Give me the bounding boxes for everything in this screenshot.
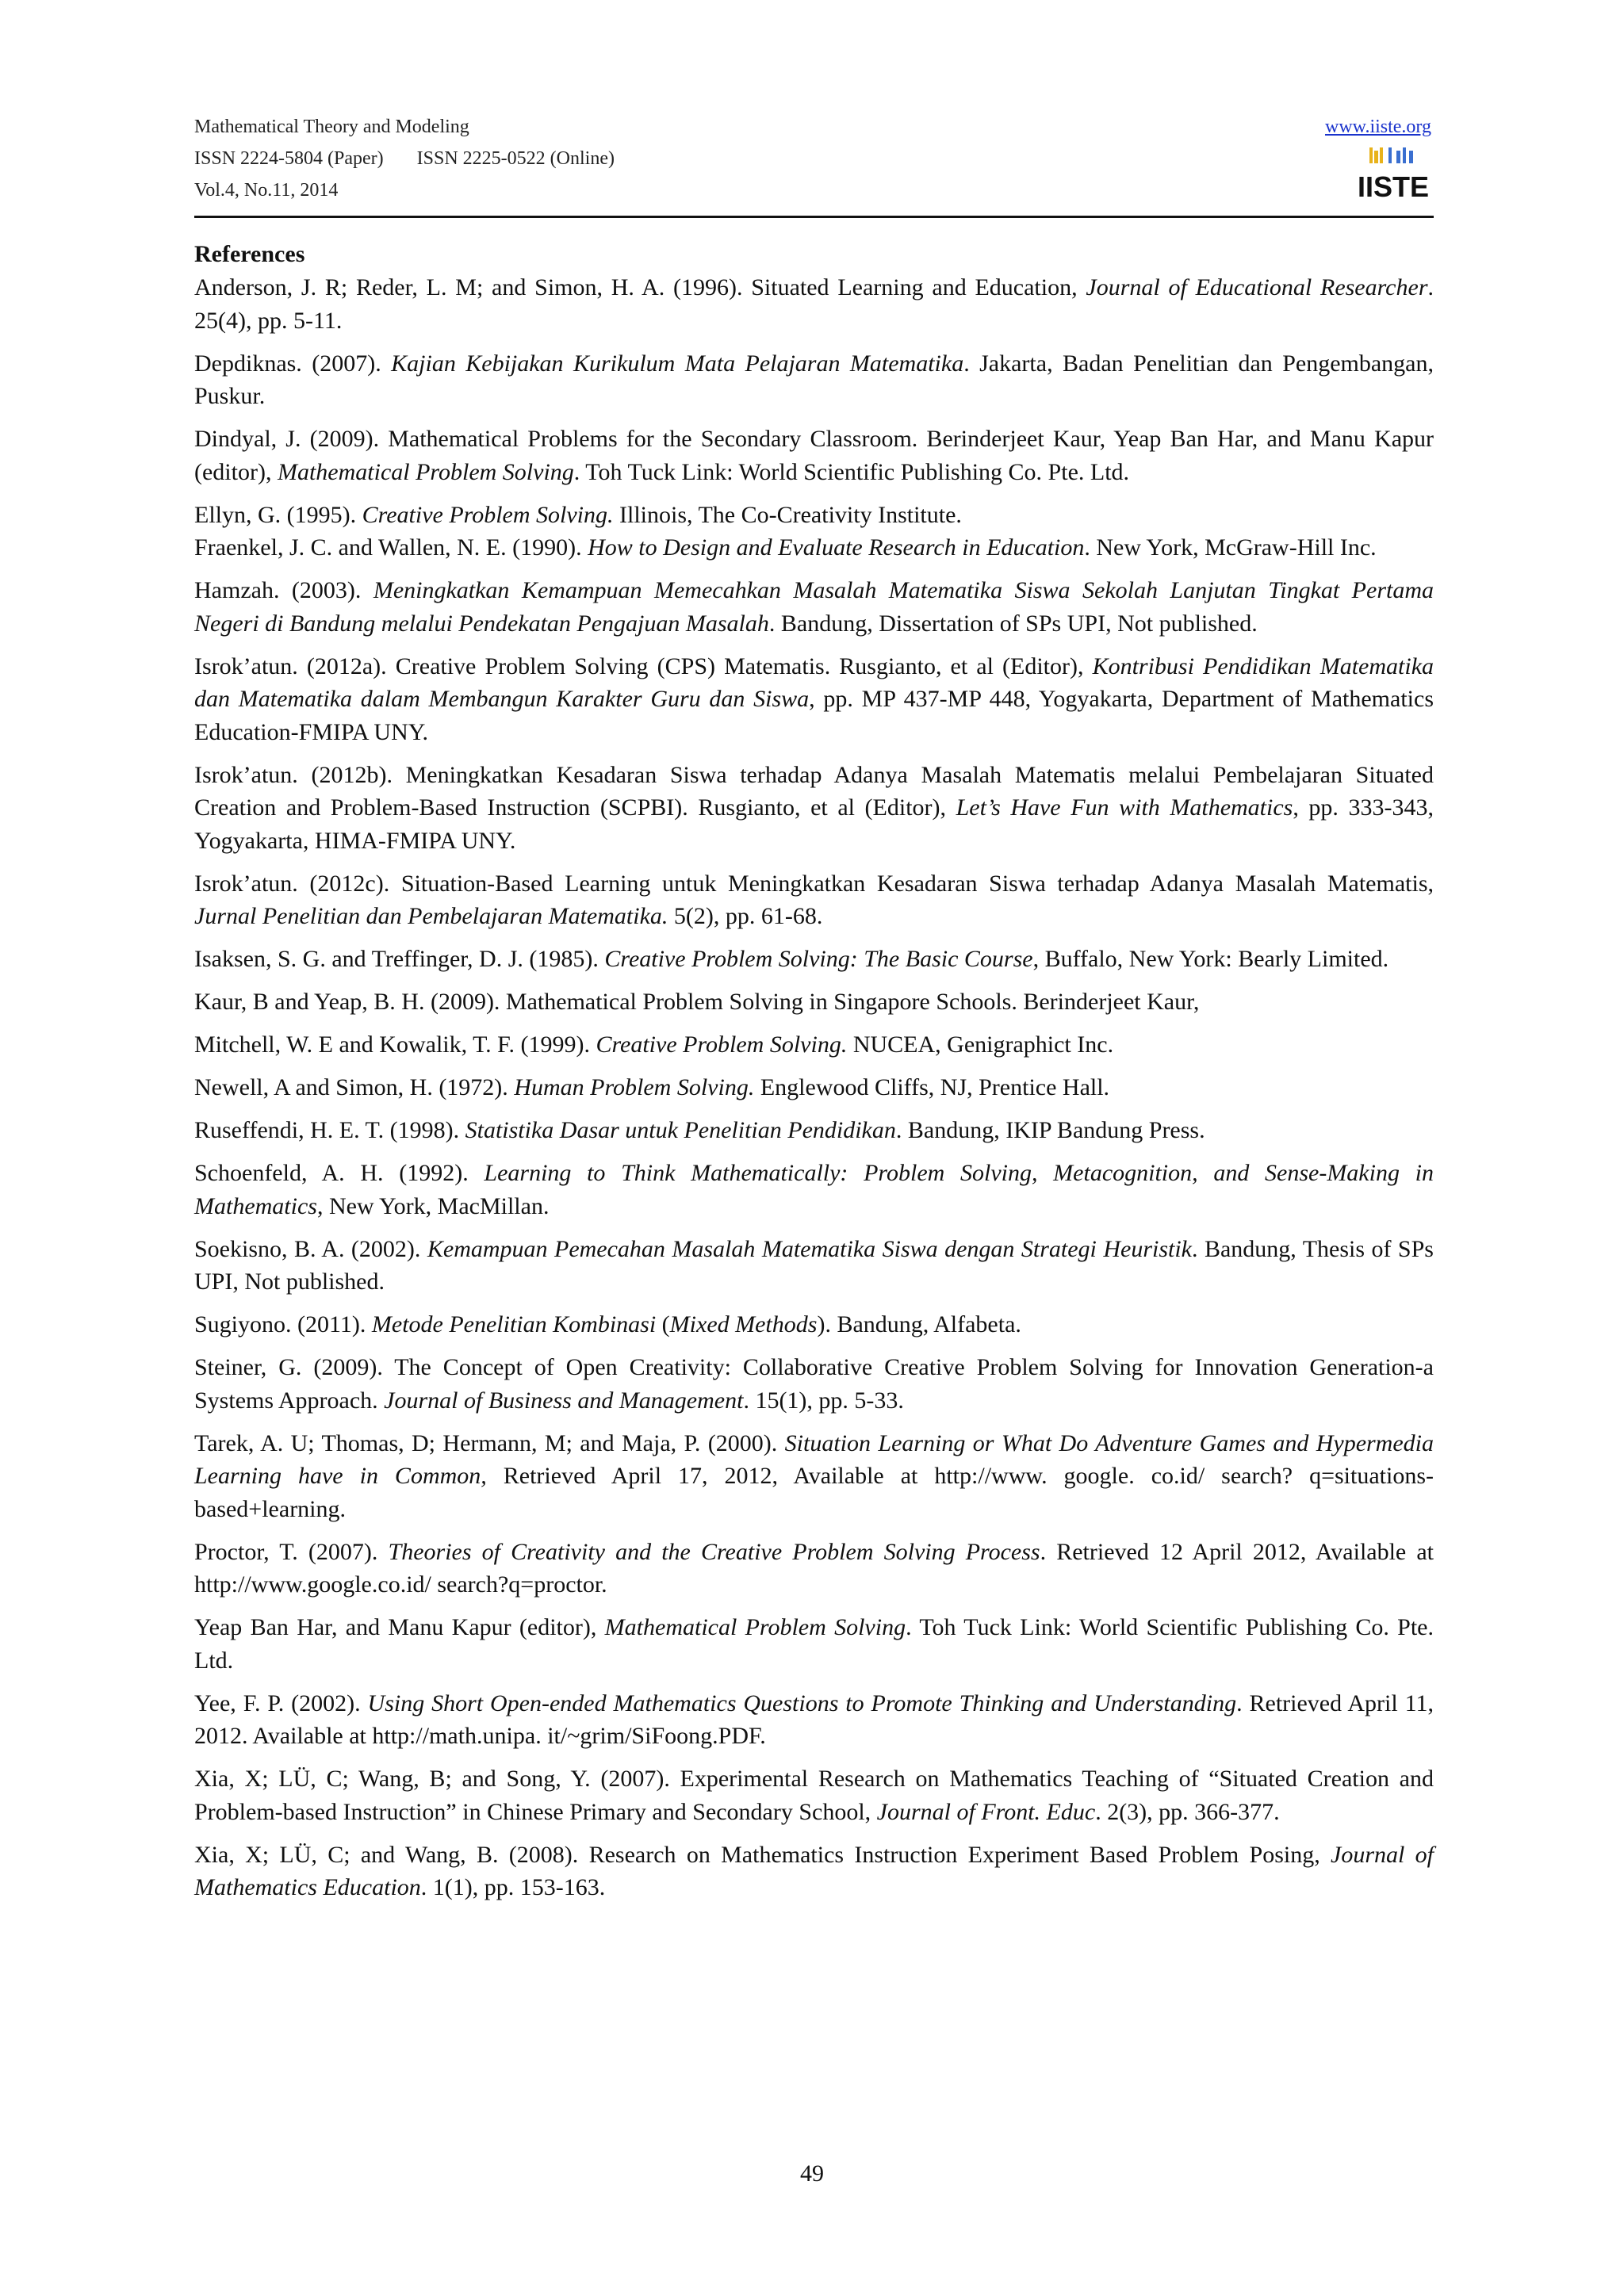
iiste-logo-icon bbox=[1357, 146, 1430, 203]
reference-entry bbox=[194, 531, 1434, 564]
reference-text: Sugiyono. (2011). bbox=[194, 1311, 372, 1337]
reference-text: , pp. 333-343, Yogyakarta, HIMA-FMIPA UNY. bbox=[194, 794, 1434, 854]
reference-entry bbox=[194, 985, 1434, 1019]
reference-title-italic: Mixed Methods bbox=[669, 1311, 818, 1337]
reference-title-italic: Situation Learning or What Do Adventure Games and Hypermedia Learning have in Common, bbox=[194, 1429, 1434, 1489]
reference-text: Dindyal, J. (2009). Mathematical Problems for the Secondary Classroom. Berinderjeet Kaur, Yeap Ban Har, and Manu Kapur (editor), bbox=[194, 426, 1434, 485]
reference-text: . Bandung, Thesis of SPs UPI, Not published. bbox=[194, 1235, 1434, 1295]
reference-title-italic: How to Design and Evaluate Research in Education bbox=[588, 534, 1085, 561]
references-heading: References bbox=[194, 241, 305, 267]
reference-entry bbox=[194, 1427, 1434, 1526]
reference-entry bbox=[194, 574, 1434, 640]
reference-entry bbox=[194, 1114, 1434, 1147]
reference-title-italic: Theories of Creativity and the Creative Problem Solving Process bbox=[388, 1538, 1040, 1565]
reference-text: . New York, McGraw-Hill Inc. bbox=[1084, 534, 1377, 561]
website-link[interactable]: www.iiste.org bbox=[1325, 117, 1431, 137]
reference-entry bbox=[194, 650, 1434, 749]
issn-online: ISSN 2225-0522 (Online) bbox=[416, 148, 615, 169]
journal-header bbox=[194, 111, 1431, 216]
reference-text: Ruseffendi, H. E. T. (1998). bbox=[194, 1117, 465, 1143]
volume-info: Vol.4, No.11, 2014 bbox=[194, 180, 339, 201]
reference-entry bbox=[194, 1157, 1434, 1223]
reference-entry bbox=[194, 943, 1434, 976]
reference-entry bbox=[194, 759, 1434, 858]
reference-entry bbox=[194, 1351, 1434, 1417]
reference-text: Yeap Ban Har, and Manu Kapur (editor), bbox=[194, 1614, 605, 1640]
reference-text: , New York, MacMillan. bbox=[316, 1192, 550, 1219]
reference-text: Soekisno, B. A. (2002). bbox=[194, 1235, 427, 1262]
reference-text: . 15(1), pp. 5-33. bbox=[743, 1387, 904, 1414]
reference-title-italic: Journal of Front. Educ bbox=[876, 1798, 1096, 1825]
reference-text: Englewood Cliffs, NJ, Prentice Hall. bbox=[754, 1074, 1110, 1100]
reference-entry bbox=[194, 1762, 1434, 1828]
reference-title-italic: Statistika Dasar untuk Penelitian Pendidikan bbox=[465, 1117, 896, 1143]
reference-title-italic: Kontribusi Pendidikan Matematika dan Matematika dalam Membangun Karakter Guru dan Siswa bbox=[194, 652, 1434, 712]
reference-title-italic: Creative Problem Solving. bbox=[362, 501, 614, 528]
reference-entry bbox=[194, 423, 1434, 488]
reference-text: , Buffalo, New York: Bearly Limited. bbox=[1032, 946, 1389, 972]
reference-title-italic: Let’s Have Fun with Mathematics bbox=[956, 794, 1293, 821]
reference-text: . 2(3), pp. 366-377. bbox=[1095, 1798, 1280, 1825]
reference-text: Proctor, T. (2007). bbox=[194, 1538, 389, 1565]
issn-paper: ISSN 2224-5804 (Paper) bbox=[194, 148, 384, 169]
reference-text: . Retrieved April 11, 2012. Available at http://math.unipa. it/~grim/SiFoong.PDF. bbox=[194, 1689, 1434, 1749]
journal-title: Mathematical Theory and Modeling bbox=[194, 117, 469, 137]
reference-text: Kaur, B and Yeap, B. H. (2009). Mathematical Problem Solving in Singapore Schools. Berinderjeet Kaur, bbox=[194, 989, 1200, 1015]
reference-entry bbox=[194, 1611, 1434, 1677]
reference-entry bbox=[194, 347, 1434, 413]
reference-text: . Toh Tuck Link: World Scientific Publishing Co. Pte. Ltd. bbox=[573, 458, 1130, 485]
reference-text: Tarek, A. U; Thomas, D; Hermann, M; and Maja, P. (2000). bbox=[194, 1429, 785, 1456]
reference-text: ). Bandung, Alfabeta. bbox=[817, 1311, 1021, 1337]
reference-entry bbox=[194, 1233, 1434, 1299]
reference-list bbox=[194, 271, 1434, 1904]
reference-entry bbox=[194, 1536, 1434, 1601]
reference-text: Newell, A and Simon, H. (1972). bbox=[194, 1074, 515, 1100]
reference-title-italic: Kajian Kebijakan Kurikulum Mata Pelajaran Matematika bbox=[391, 350, 964, 377]
reference-text: ( bbox=[656, 1311, 670, 1337]
references-section bbox=[194, 238, 1434, 1914]
issn-line bbox=[194, 143, 1431, 174]
reference-text: . Bandung, IKIP Bandung Press. bbox=[895, 1117, 1205, 1143]
reference-title-italic: Mathematical Problem Solving bbox=[604, 1614, 906, 1640]
reference-text: Isrok’atun. (2012a). Creative Problem Solving (CPS) Matematis. Rusgianto, et al (Editor), bbox=[194, 652, 1093, 679]
reference-entry bbox=[194, 1839, 1434, 1904]
reference-text: . Jakarta, Badan Penelitian dan Pengembangan, Puskur. bbox=[194, 350, 1434, 409]
page-number: 49 bbox=[800, 2160, 824, 2187]
reference-text: Xia, X; LÜ, C; and Wang, B. (2008). Research on Mathematics Instruction Experiment Based Problem Posing, bbox=[194, 1841, 1331, 1868]
reference-text: Retrieved April 17, 2012, Available at http://www. google. co.id/ search? q=situations-based+learning. bbox=[194, 1463, 1434, 1522]
reference-title-italic: Jurnal Penelitian dan Pembelajaran Matematika. bbox=[194, 903, 668, 929]
reference-text: Isaksen, S. G. and Treffinger, D. J. (1985). bbox=[194, 946, 605, 972]
reference-title-italic: Journal of Mathematics Education bbox=[194, 1841, 1434, 1900]
logo-text: IISTE bbox=[1357, 170, 1430, 203]
reference-entry bbox=[194, 1687, 1434, 1753]
reference-text: . Bandung, Dissertation of SPs UPI, Not published. bbox=[768, 610, 1258, 637]
reference-text: Anderson, J. R; Reder, L. M; and Simon, H. A. (1996). Situated Learning and Education, bbox=[194, 274, 1086, 300]
reference-title-italic: Learning to Think Mathematically: Problem Solving, Metacognition, and Sense-Making in Mathematics bbox=[194, 1160, 1434, 1219]
reference-text: Isrok’atun. (2012b). Meningkatkan Kesadaran Siswa terhadap Adanya Masalah Matematis melalui Pembelajaran Situated Creation and Problem-Based Instruction (SCPBI). Rusgianto, et al (Editor), bbox=[194, 761, 1434, 821]
reference-title-italic: Metode Penelitian Kombinasi bbox=[371, 1311, 657, 1337]
reference-text: Steiner, G. (2009). The Concept of Open Creativity: Collaborative Creative Problem Solving for Innovation Generation-a Systems Approach. bbox=[194, 1354, 1434, 1414]
reference-text: Isrok’atun. (2012c). Situation-Based Learning untuk Meningkatkan Kesadaran Siswa terhadap Adanya Masalah Matematis, bbox=[194, 870, 1434, 897]
reference-title-italic: Creative Problem Solving: The Basic Course bbox=[604, 946, 1033, 972]
reference-text: . 1(1), pp. 153-163. bbox=[420, 1874, 606, 1900]
reference-title-italic: Journal of Business and Management bbox=[384, 1387, 744, 1414]
reference-text: Illinois, The Co-Creativity Institute. bbox=[613, 501, 962, 528]
reference-text: Depdiknas. (2007). bbox=[194, 350, 392, 377]
reference-text: . Toh Tuck Link: World Scientific Publishing Co. Pte. Ltd. bbox=[194, 1614, 1434, 1674]
reference-text: 5(2), pp. 61-68. bbox=[668, 903, 823, 929]
reference-title-italic: Human Problem Solving. bbox=[514, 1074, 755, 1100]
reference-text: Xia, X; LÜ, C; Wang, B; and Song, Y. (2007). Experimental Research on Mathematics Teaching of “Situated Creation and Problem-based Instruction” in Chinese Primary and Secondary School, bbox=[194, 1766, 1434, 1825]
reference-text: Hamzah. (2003). bbox=[194, 577, 373, 603]
reference-text: Mitchell, W. E and Kowalik, T. F. (1999). bbox=[194, 1031, 596, 1058]
reference-text: Yee, F. P. (2002). bbox=[194, 1689, 368, 1716]
reference-title-italic: Using Short Open-ended Mathematics Questions to Promote Thinking and Understanding bbox=[367, 1689, 1237, 1716]
reference-entry bbox=[194, 1028, 1434, 1062]
reference-title-italic: Kemampuan Pemecahan Masalah Matematika Siswa dengan Strategi Heuristik bbox=[427, 1235, 1192, 1262]
reference-entry bbox=[194, 499, 1434, 532]
reference-title-italic: Creative Problem Solving. bbox=[596, 1031, 848, 1058]
reference-entry bbox=[194, 1308, 1434, 1341]
reference-text: Fraenkel, J. C. and Wallen, N. E. (1990). bbox=[194, 534, 588, 561]
reference-text: Ellyn, G. (1995). bbox=[194, 501, 362, 528]
reference-text: , pp. MP 437-MP 448, Yogyakarta, Department of Mathematics Education-FMIPA UNY. bbox=[194, 686, 1434, 745]
reference-text: . Retrieved 12 April 2012, Available at http://www.google.co.id/ search?q=proctor. bbox=[194, 1538, 1434, 1598]
reference-title-italic: Journal of Educational Researcher bbox=[1086, 274, 1428, 300]
reference-entry bbox=[194, 1071, 1434, 1104]
reference-title-italic: Meningkatkan Kemampuan Memecahkan Masalah Matematika Siswa Sekolah Lanjutan Tingkat Pertama Negeri di Bandung melalui Pendekatan Pengajuan Masalah bbox=[194, 577, 1434, 637]
header-divider bbox=[194, 216, 1434, 218]
reference-text: . 25(4), pp. 5-11. bbox=[194, 274, 1434, 334]
reference-text: Schoenfeld, A. H. (1992). bbox=[194, 1160, 485, 1186]
reference-entry bbox=[194, 867, 1434, 933]
reference-entry bbox=[194, 271, 1434, 337]
reference-title-italic: Mathematical Problem Solving bbox=[277, 458, 574, 485]
reference-text: NUCEA, Genigraphict Inc. bbox=[847, 1031, 1114, 1058]
